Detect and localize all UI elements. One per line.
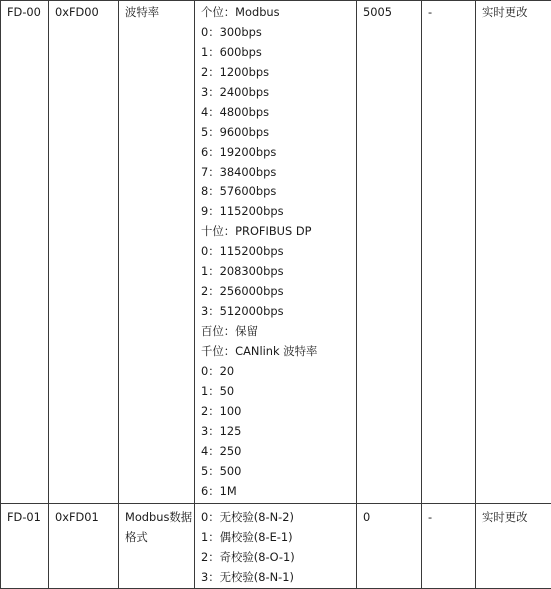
param-code-cell: FD-01 <box>1 504 49 589</box>
param-change-cell: 实时更改 <box>476 1 551 504</box>
param-default-cell: 0 <box>357 504 422 589</box>
setting-line: 2：奇校验(8-O-1) <box>201 548 356 568</box>
setting-line: 1：600bps <box>201 43 356 63</box>
setting-line: 千位：CANlink 波特率 <box>201 342 356 362</box>
setting-line: 6：1M <box>201 482 356 502</box>
table-row-fd-00 <box>1 1 551 504</box>
setting-line: 个位：Modbus <box>201 3 356 23</box>
setting-line: 3：125 <box>201 422 356 442</box>
param-unit-cell: - <box>422 504 476 589</box>
param-settings-cell <box>195 1 357 504</box>
param-name-cell <box>119 504 195 589</box>
setting-line: 3：512000bps <box>201 302 356 322</box>
param-name-line: 格式 <box>125 528 194 548</box>
setting-line: 4：250 <box>201 442 356 462</box>
setting-line: 2：256000bps <box>201 282 356 302</box>
setting-line: 8：57600bps <box>201 182 356 202</box>
setting-line: 1：偶校验(8-E-1) <box>201 528 356 548</box>
setting-line: 0：115200bps <box>201 242 356 262</box>
param-address-cell: 0xFD00 <box>49 1 119 504</box>
param-name-line: 波特率 <box>125 3 194 23</box>
setting-line: 6：19200bps <box>201 143 356 163</box>
param-address-cell: 0xFD01 <box>49 504 119 589</box>
setting-line: 5：9600bps <box>201 123 356 143</box>
setting-line: 百位：保留 <box>201 322 356 342</box>
setting-line: 4：4800bps <box>201 103 356 123</box>
setting-line: 0：20 <box>201 362 356 382</box>
setting-line: 5：500 <box>201 462 356 482</box>
setting-line: 2：100 <box>201 402 356 422</box>
setting-line: 1：208300bps <box>201 262 356 282</box>
param-unit-cell: - <box>422 1 476 504</box>
setting-line: 3：2400bps <box>201 83 356 103</box>
param-code-cell: FD-00 <box>1 1 49 504</box>
setting-line: 0：300bps <box>201 23 356 43</box>
setting-line: 7：38400bps <box>201 163 356 183</box>
param-settings-cell <box>195 504 357 589</box>
setting-line: 0：无校验(8-N-2) <box>201 508 356 528</box>
setting-line: 2：1200bps <box>201 63 356 83</box>
param-default-cell: 5005 <box>357 1 422 504</box>
setting-line: 1：50 <box>201 382 356 402</box>
setting-line: 3：无校验(8-N-1) <box>201 568 356 588</box>
param-change-cell: 实时更改 <box>476 504 551 589</box>
table-row-fd-01 <box>1 504 551 589</box>
setting-line: 十位：PROFIBUS DP <box>201 222 356 242</box>
param-name-cell <box>119 1 195 504</box>
param-name-line: Modbus数据 <box>125 508 194 528</box>
setting-line: 9：115200bps <box>201 202 356 222</box>
